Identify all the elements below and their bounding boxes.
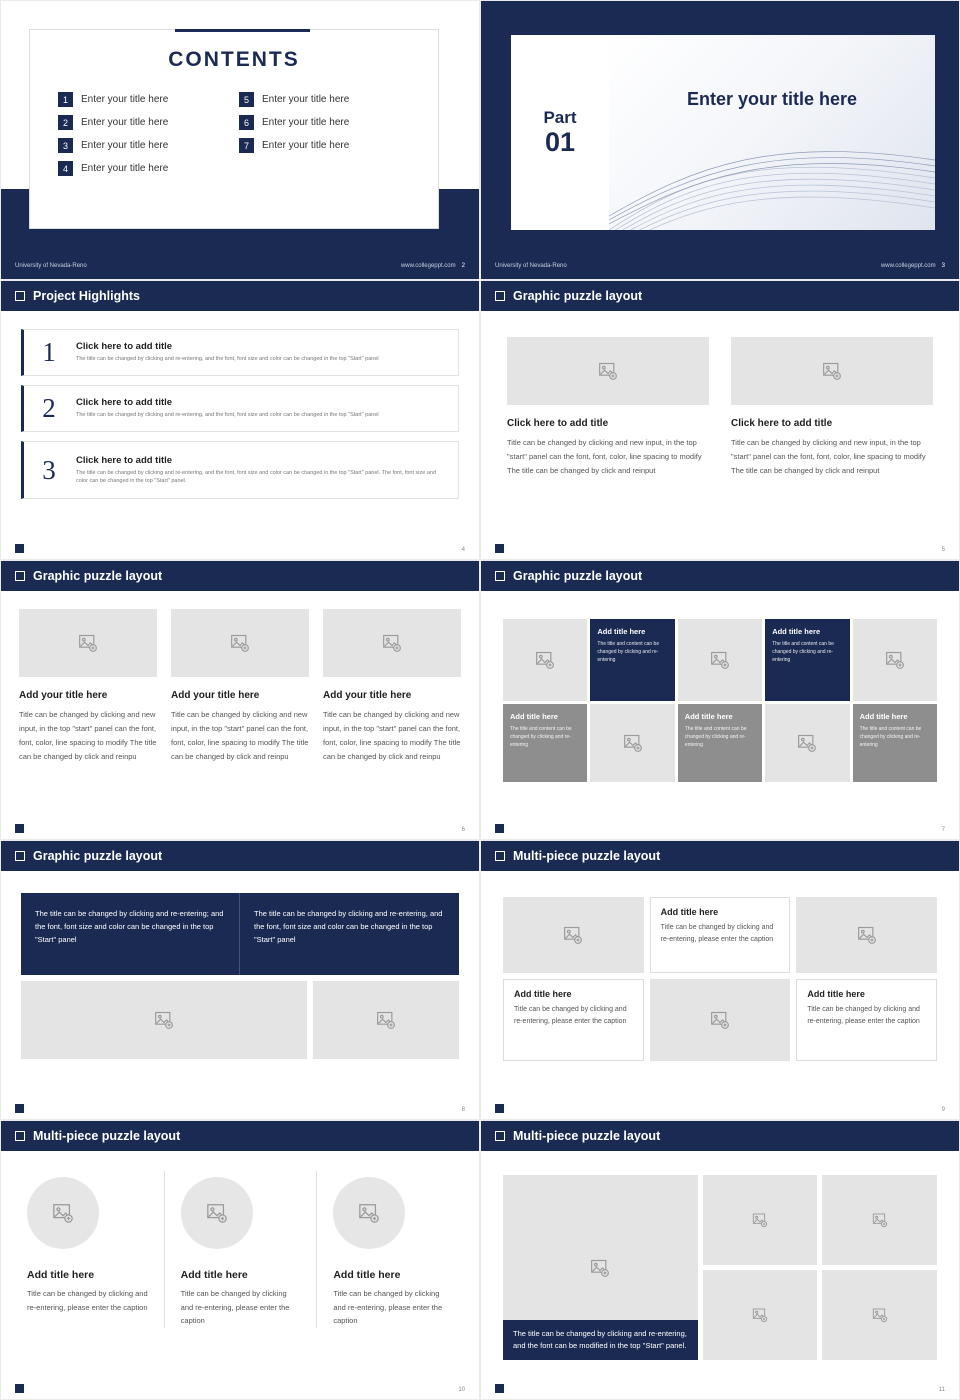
image-placeholder[interactable] <box>853 619 937 701</box>
image-placeholder[interactable] <box>650 979 791 1061</box>
slide-header-label: Multi-piece puzzle layout <box>513 1129 661 1143</box>
wave-decoration <box>609 120 935 230</box>
column-description: Title can be changed by clicking and re-entering, please enter the caption <box>180 1289 290 1325</box>
page-marker-icon <box>15 1104 24 1113</box>
slide-graphic-puzzle-banner[interactable] <box>0 840 480 1120</box>
caption-panel[interactable] <box>650 897 791 973</box>
square-bullet-icon <box>495 571 505 581</box>
page-marker-icon <box>15 544 24 553</box>
slide-body <box>481 871 959 1120</box>
slide-header <box>1 561 479 591</box>
panel-title: Add title here <box>660 907 719 917</box>
slide-section-divider[interactable] <box>480 0 960 280</box>
column-description: Title can be changed by clicking and re-entering, please enter the caption <box>333 1289 443 1325</box>
slide-multi-piece-hero[interactable] <box>480 1120 960 1400</box>
slide-header <box>1 281 479 311</box>
image-icon <box>885 650 905 670</box>
slide-header <box>1 1121 479 1151</box>
image-icon <box>872 1307 888 1323</box>
column-description: Title can be changed by clicking and new input, in the top "start" panel can the font, font, color, line spacing to modify The title can be changed by click and reinpu <box>323 710 461 761</box>
image-placeholder[interactable] <box>703 1270 818 1360</box>
image-icon <box>376 1010 396 1030</box>
image-placeholder[interactable] <box>765 704 849 782</box>
slide-body <box>481 311 959 560</box>
image-icon <box>154 1010 174 1030</box>
square-bullet-icon <box>15 1131 25 1141</box>
image-icon <box>206 1202 228 1224</box>
image-placeholder[interactable] <box>822 1175 937 1265</box>
image-icon <box>563 925 583 945</box>
contents-card <box>29 29 439 229</box>
image-placeholder[interactable] <box>19 609 157 677</box>
item-title: Click here to add title <box>76 341 173 353</box>
slide-body <box>1 1151 479 1400</box>
image-icon <box>752 1212 768 1228</box>
image-placeholder[interactable] <box>822 1270 937 1360</box>
image-placeholder[interactable] <box>21 981 307 1059</box>
slide-project-highlights[interactable] <box>0 280 480 560</box>
tile-title: Add title here <box>510 712 558 721</box>
panel-title: Add title here <box>807 989 865 999</box>
column-description: Title can be changed by clicking and new input, in the top "start" panel can the font, font, color, line spacing to modify The title can be changed by click and reinput <box>731 438 926 475</box>
square-bullet-icon <box>495 1131 505 1141</box>
slide-body <box>481 591 959 840</box>
panel-description: Title can be changed by clicking and re-entering, please enter the caption <box>660 924 774 943</box>
slide-graphic-puzzle-three-col[interactable] <box>0 560 480 840</box>
part-word: Part <box>543 108 577 128</box>
image-icon <box>52 1202 74 1224</box>
tile-description: The title and content can be changed by clicking and re-entering <box>510 726 572 748</box>
column-title: Add your title here <box>323 690 412 701</box>
item-description: The title can be changed by clicking and re-entering, and the font, font size and color can be changed in the top "Start" panel <box>76 356 379 363</box>
column-title: Add title here <box>27 1269 95 1281</box>
image-icon <box>230 633 250 653</box>
column-title: Add title here <box>180 1269 248 1281</box>
slide-header-label: Graphic puzzle layout <box>33 569 163 583</box>
image-placeholder[interactable] <box>313 981 459 1059</box>
slide-graphic-puzzle-two-col[interactable] <box>480 280 960 560</box>
image-icon <box>752 1307 768 1323</box>
page-marker-icon <box>15 824 24 833</box>
part-number: 01 <box>544 127 576 158</box>
list-item[interactable] <box>58 161 229 176</box>
toc-label: Enter your title here <box>81 94 169 105</box>
page-number: 9 <box>941 1107 945 1113</box>
tile-description: The title and content can be changed by clicking and re-entering <box>684 726 747 748</box>
image-placeholder[interactable] <box>503 897 644 973</box>
caption-panel[interactable] <box>796 979 937 1061</box>
column <box>171 609 309 764</box>
image-placeholder[interactable] <box>507 337 709 405</box>
image-placeholder[interactable] <box>503 619 587 701</box>
tile-title: Add title here <box>684 712 733 721</box>
circle-columns <box>11 1171 469 1328</box>
toc-number: 4 <box>58 161 73 176</box>
column-title: Click here to add title <box>507 418 609 429</box>
slide-header-label: Graphic puzzle layout <box>33 849 163 863</box>
list-item[interactable] <box>239 138 410 153</box>
image-placeholder[interactable] <box>731 337 933 405</box>
page-number: 2 <box>461 263 465 269</box>
toc-number: 6 <box>239 115 254 130</box>
item-number: 3 <box>42 454 56 485</box>
slide-header-label: Multi-piece puzzle layout <box>513 849 661 863</box>
footer-org: University of Nevada-Reno <box>495 263 567 269</box>
toc-number: 2 <box>58 115 73 130</box>
image-icon <box>710 650 730 670</box>
list-item[interactable] <box>21 441 459 499</box>
square-bullet-icon <box>495 291 505 301</box>
image-icon <box>358 1202 380 1224</box>
list-item[interactable] <box>58 138 229 153</box>
tile-description: The title and content can be changed by clicking and re-entering <box>859 726 922 748</box>
part-badge <box>511 35 609 230</box>
column <box>323 609 461 764</box>
banner-text-left: The title can be changed by clicking and re-entering; and the font, font size and color can be changed in the top "Start" panel <box>21 893 240 975</box>
slide-header-label: Project Highlights <box>33 289 140 303</box>
image-icon <box>623 733 643 753</box>
list-item[interactable] <box>239 115 410 130</box>
image-icon <box>382 633 402 653</box>
column-description: Title can be changed by clicking and new input, in the top "start" panel can the font, font, color, line spacing to modify The title can be changed by click and reinput <box>507 438 702 475</box>
slide-graphic-puzzle-grid[interactable] <box>480 560 960 840</box>
toc-label: Enter your title here <box>81 140 169 151</box>
tile-description: The title and content can be changed by clicking and re-entering <box>772 641 834 663</box>
column <box>11 1171 164 1328</box>
text-tile[interactable] <box>503 704 587 782</box>
list-item[interactable] <box>239 92 410 107</box>
toc-label: Enter your title here <box>81 117 169 128</box>
tile-description: The title and content can be changed by clicking and re-entering <box>597 641 660 663</box>
slide-header <box>481 281 959 311</box>
footer-right <box>401 263 465 269</box>
item-description: The title can be changed by clicking and re-entering, and the font, font size and color can be changed in the top "Start" panel. The font, font size and color can be changed in the top "Start" panel. <box>76 469 437 484</box>
image-icon <box>590 1258 610 1278</box>
slide-body <box>1 871 479 1120</box>
navy-text-banner <box>21 893 459 975</box>
image-row <box>21 981 459 1059</box>
square-bullet-icon <box>495 851 505 861</box>
multi-piece-grid <box>503 897 937 1061</box>
column-title: Add your title here <box>19 690 108 701</box>
slide-header <box>481 1121 959 1151</box>
footer-site: www.collegeppt.com <box>880 263 936 269</box>
slide-body <box>481 1151 959 1400</box>
three-column-layout <box>19 609 461 764</box>
column <box>316 1171 469 1328</box>
footer-right <box>881 263 945 269</box>
square-bullet-icon <box>15 851 25 861</box>
toc-label: Enter your title here <box>262 140 350 151</box>
slide-header-label: Graphic puzzle layout <box>513 289 643 303</box>
hero-panel <box>609 35 935 230</box>
image-icon <box>797 733 817 753</box>
toc-label: Enter your title here <box>81 163 169 174</box>
column-description: Title can be changed by clicking and new input, in the top "start" panel can the font, font, color, line spacing to modify The title can be changed by click and reinpu <box>19 710 157 761</box>
column-title: Click here to add title <box>731 418 833 429</box>
column <box>507 337 709 478</box>
text-tile[interactable] <box>853 704 937 782</box>
toc-label: Enter your title here <box>262 117 350 128</box>
slide-header-label: Multi-piece puzzle layout <box>33 1129 181 1143</box>
column-title: Add title here <box>333 1269 401 1281</box>
column-description: Title can be changed by clicking and new input, in the top "start" panel can the font, font, color, line spacing to modify The title can be changed by click and reinpu <box>171 710 309 761</box>
item-number: 1 <box>42 337 56 367</box>
list-item[interactable] <box>58 92 229 107</box>
caption-panel[interactable] <box>503 979 644 1061</box>
item-title: Click here to add title <box>76 454 173 466</box>
puzzle-grid <box>503 619 937 782</box>
page-marker-icon <box>495 544 504 553</box>
tile-title: Add title here <box>859 712 908 721</box>
page-number: 7 <box>941 827 945 833</box>
slide-multi-piece-circles[interactable] <box>0 1120 480 1400</box>
list-item[interactable] <box>58 115 229 130</box>
column-title: Add your title here <box>171 690 260 701</box>
slide-footer <box>481 253 959 279</box>
page-number: 5 <box>941 547 945 553</box>
image-placeholder[interactable] <box>333 1177 405 1249</box>
image-icon <box>78 633 98 653</box>
image-icon <box>872 1212 888 1228</box>
slide-multi-piece-panels[interactable] <box>480 840 960 1120</box>
image-placeholder[interactable] <box>181 1177 253 1249</box>
column <box>731 337 933 478</box>
page-title: CONTENTS <box>168 48 300 71</box>
item-title: Click here to add title <box>76 397 173 409</box>
panel-description: Title can be changed by clicking and re-entering, please enter the caption <box>514 1006 627 1025</box>
page-number: 4 <box>461 547 465 553</box>
text-tile[interactable] <box>765 619 849 701</box>
toc-label: Enter your title here <box>262 94 350 105</box>
slide-header <box>481 841 959 871</box>
slide-body <box>1 591 479 840</box>
panel-title: Add title here <box>514 989 572 999</box>
table-of-contents <box>58 92 410 176</box>
slide-header-label: Graphic puzzle layout <box>513 569 643 583</box>
slide-footer <box>1 253 479 279</box>
image-placeholder[interactable] <box>796 897 937 973</box>
panel-description: Title can be changed by clicking and re-entering, please enter the caption <box>807 1006 920 1025</box>
item-number: 2 <box>42 393 56 423</box>
toc-number: 5 <box>239 92 254 107</box>
list-item[interactable] <box>21 385 459 432</box>
list-item[interactable] <box>21 329 459 376</box>
image-placeholder[interactable] <box>171 609 309 677</box>
page-number: 3 <box>941 263 945 269</box>
slide-header <box>481 561 959 591</box>
image-placeholder[interactable] <box>323 609 461 677</box>
footer-site: www.collegeppt.com <box>400 263 456 269</box>
hero-caption: The title can be changed by clicking and re-entering, and the font can be modified in the top "Start" panel. <box>503 1320 698 1360</box>
two-column-layout <box>507 337 933 478</box>
image-placeholder[interactable] <box>678 619 762 701</box>
slide-body <box>1 311 479 560</box>
image-icon <box>598 361 618 381</box>
toc-number: 3 <box>58 138 73 153</box>
square-bullet-icon <box>15 571 25 581</box>
image-icon <box>822 361 842 381</box>
slide-header <box>1 841 479 871</box>
page-number: 11 <box>938 1387 945 1393</box>
text-tile[interactable] <box>678 704 762 782</box>
page-marker-icon <box>495 824 504 833</box>
image-placeholder[interactable] <box>703 1175 818 1265</box>
column <box>164 1171 317 1328</box>
image-placeholder-large[interactable] <box>503 1175 698 1360</box>
page-marker-icon <box>15 1384 24 1393</box>
page-number: 8 <box>461 1107 465 1113</box>
text-tile[interactable] <box>590 619 674 701</box>
image-icon <box>857 925 877 945</box>
image-placeholder[interactable] <box>27 1177 99 1249</box>
banner-text-right: The title can be changed by clicking and re-entering, and the font, font size and color can be changed in the top "Start" panel <box>254 909 443 945</box>
page-marker-icon <box>495 1104 504 1113</box>
page-number: 6 <box>461 827 465 833</box>
page-number: 10 <box>458 1387 465 1393</box>
image-icon <box>535 650 555 670</box>
tile-title: Add title here <box>597 627 646 636</box>
image-placeholder[interactable] <box>590 704 674 782</box>
footer-org: University of Nevada-Reno <box>15 263 87 269</box>
hero-title: Enter your title here <box>686 89 858 109</box>
toc-number: 7 <box>239 138 254 153</box>
toc-number: 1 <box>58 92 73 107</box>
column-description: Title can be changed by clicking and re-entering, please enter the caption <box>27 1289 148 1312</box>
tile-title: Add title here <box>772 627 821 636</box>
column <box>19 609 157 764</box>
slide-contents[interactable] <box>0 0 480 280</box>
page-marker-icon <box>495 1384 504 1393</box>
image-icon <box>710 1010 730 1030</box>
hero-image-grid <box>503 1175 937 1360</box>
square-bullet-icon <box>15 291 25 301</box>
item-description: The title can be changed by clicking and re-entering, and the font, font size and color can be changed in the top "Start" panel <box>76 412 379 419</box>
